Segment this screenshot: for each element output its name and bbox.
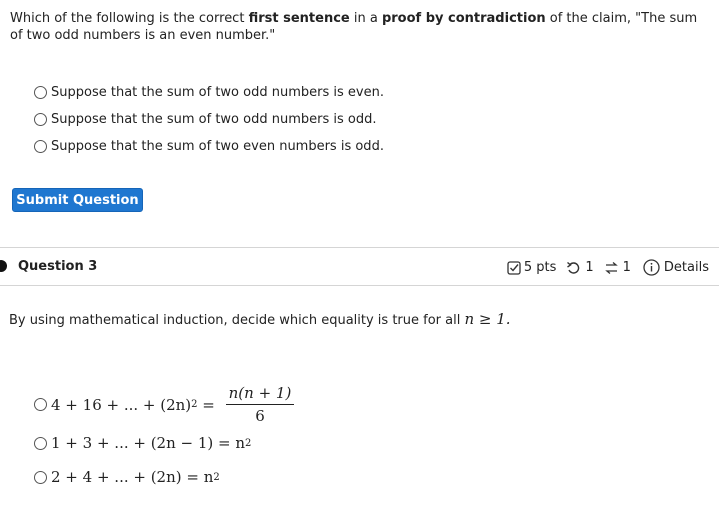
radio-button[interactable]: [34, 140, 47, 153]
question-header: [0, 248, 719, 285]
retries-indicator: [566, 260, 593, 275]
undo-icon: [566, 261, 581, 275]
math-option-3[interactable]: [34, 468, 220, 486]
answer-option-3[interactable]: [34, 137, 384, 155]
fraction-denominator: 6: [255, 407, 265, 425]
swap-icon: [604, 261, 619, 275]
checkbox-icon: [507, 261, 521, 275]
radio-button[interactable]: [34, 437, 47, 450]
question-meta: [507, 259, 709, 276]
prompt-text: By using mathematical induction, decide which equality is true for all: [9, 313, 461, 328]
fraction-numerator: n(n + 1): [226, 384, 295, 405]
prompt-text: in a: [349, 11, 382, 26]
details-link[interactable]: [643, 259, 709, 276]
option-exponent: 2: [245, 437, 252, 449]
prompt-bold-proof-by-contradiction: proof by contradiction: [381, 11, 546, 26]
radio-button[interactable]: [34, 86, 47, 99]
option-lhs: 2 + 4 + ... + (2n) = n: [51, 468, 214, 486]
option-label: Suppose that the sum of two even numbers is odd.: [51, 138, 384, 154]
radio-button[interactable]: [34, 113, 47, 126]
prompt-text: of the claim, "The sum of two odd numbers is an even number.": [10, 11, 698, 43]
retries-count: 1: [585, 260, 594, 275]
points-badge: [507, 260, 557, 275]
option-label: Suppose that the sum of two odd numbers is odd.: [51, 111, 377, 127]
radio-button[interactable]: [34, 398, 47, 411]
option-fraction: [226, 384, 295, 425]
option-lhs: 4 + 16 + ... + (2n): [51, 395, 192, 414]
info-icon: [643, 259, 660, 276]
prompt-text: Which of the following is the correct: [10, 11, 249, 26]
question-prompt: [10, 10, 710, 44]
details-label[interactable]: Details: [663, 260, 709, 275]
option-lhs: 1 + 3 + ... + (2n − 1) = n: [51, 434, 246, 452]
option-exponent: 2: [191, 399, 198, 410]
option-label: Suppose that the sum of two odd numbers is even.: [51, 84, 384, 100]
option-exponent: 2: [213, 471, 220, 483]
prompt-condition-math: n ≥ 1.: [464, 310, 511, 328]
option-equals: =: [197, 395, 220, 414]
math-option-1[interactable]: [34, 384, 294, 425]
attempts-indicator: [604, 260, 631, 275]
answer-option-2[interactable]: [34, 110, 376, 128]
question-title: Question 3: [18, 259, 98, 274]
math-option-2[interactable]: [34, 434, 251, 452]
attempts-count: 1: [622, 260, 631, 275]
question-bullet-icon: [0, 260, 7, 272]
points-value: 5 pts: [523, 260, 557, 275]
question-3-prompt: [9, 310, 511, 328]
radio-button[interactable]: [34, 471, 47, 484]
prompt-bold-first-sentence: first sentence: [248, 11, 350, 26]
divider: [0, 285, 719, 286]
answer-option-1[interactable]: [34, 83, 384, 101]
submit-question-button[interactable]: Submit Question: [12, 188, 143, 212]
